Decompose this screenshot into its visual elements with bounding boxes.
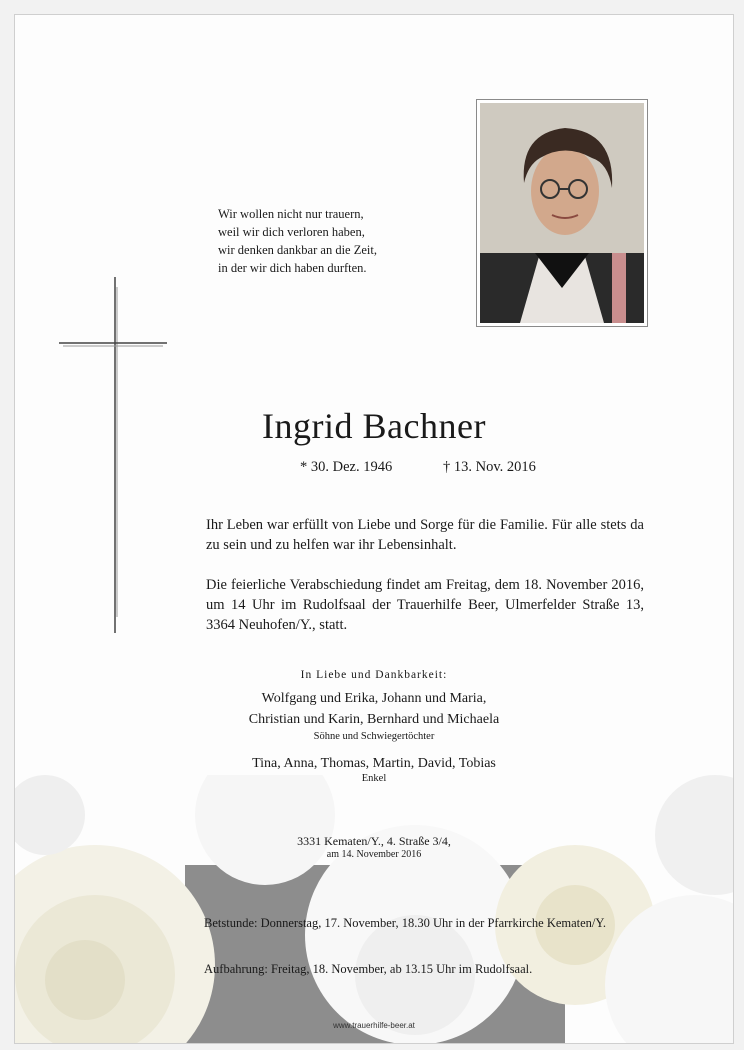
mourners-line: Wolfgang und Erika, Johann und Maria, xyxy=(261,691,487,706)
life-text: Ihr Leben war erfüllt von Liebe und Sorge für die Familie. Für alle stets da zu sein und zu helfen war ihr Lebensinhalt. xyxy=(206,517,644,553)
poem-line: in der wir dich haben durften. xyxy=(218,261,367,275)
mourners-line: Christian und Karin, Bernhard und Michaela xyxy=(248,712,500,727)
mourners-heading: In Liebe und Dankbarkeit: xyxy=(300,669,448,681)
poem xyxy=(218,205,377,277)
cross-icon xyxy=(59,277,169,635)
mourners-role: Söhne und Schwiegertöchter xyxy=(313,731,435,742)
white-flowers-decoration xyxy=(15,775,733,1043)
address-date: am 14. November 2016 xyxy=(326,849,422,860)
poem-line: wir denken dankbar an die Zeit, xyxy=(218,243,377,257)
poem-line: Wir wollen nicht nur trauern, xyxy=(218,207,364,221)
mourners-role: Enkel xyxy=(361,773,387,784)
address-line: 3331 Kematen/Y., 4. Straße 3/4, xyxy=(297,834,451,848)
poem-line: weil wir dich verloren haben, xyxy=(218,225,365,239)
deceased-name: Ingrid Bachner xyxy=(262,406,486,446)
footer-url: www.trauerhilfe-beer.at xyxy=(333,1021,415,1030)
death-date: † 13. Nov. 2016 xyxy=(443,459,536,475)
birth-date: * 30. Dez. 1946 xyxy=(300,459,393,475)
obituary-card xyxy=(14,14,734,1044)
prayer-notice: Betstunde: Donnerstag, 17. November, 18.30 Uhr in der Pfarrkirche Kematen/Y. xyxy=(204,916,606,930)
farewell-text: Die feierliche Verabschiedung findet am Freitag, dem 18. November 2016, um 14 Uhr im Rudolfsaal der Trauerhilfe Beer, Ulmerfelder Straße 13, 3364 Neuhofen/Y., statt. xyxy=(206,577,644,633)
viewing-notice: Aufbahrung: Freitag, 18. November, ab 13.15 Uhr im Rudolfsaal. xyxy=(204,962,533,976)
portrait-photo xyxy=(476,99,648,327)
mourners-line: Tina, Anna, Thomas, Martin, David, Tobias xyxy=(252,756,496,771)
